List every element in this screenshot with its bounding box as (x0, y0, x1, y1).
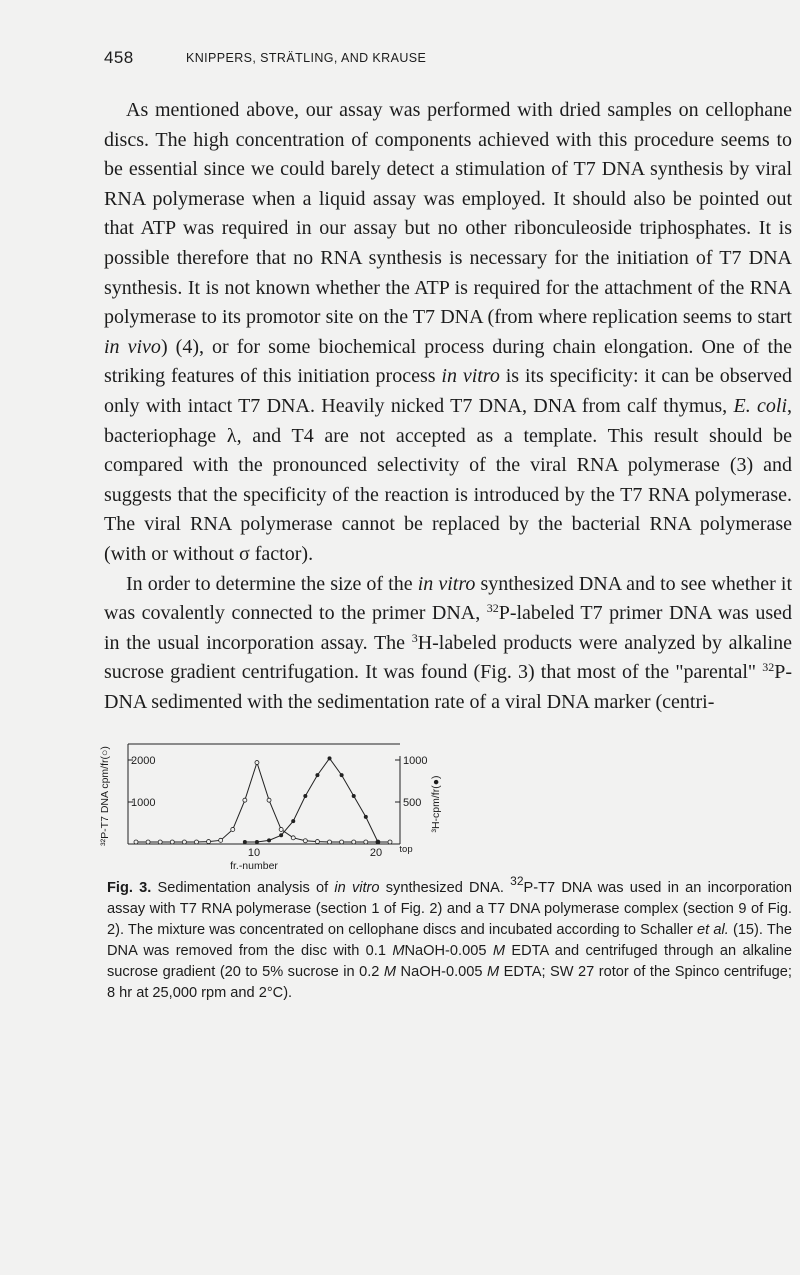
data-point (340, 773, 344, 777)
data-point (170, 840, 174, 844)
left-tick-label: 2000 (131, 755, 156, 767)
right-tick-label: 500 (403, 797, 422, 809)
data-point (219, 838, 223, 842)
data-point (340, 840, 344, 844)
text-run: is its specificity: it can be observed only with intact T7 DNA. Heavily nicked T7 DNA, DNA from calf thymus, (104, 365, 792, 417)
x-axis-label: fr.-number (230, 860, 278, 872)
italic-term: E. coli (733, 394, 787, 417)
data-point (315, 840, 319, 844)
figure-caption (107, 874, 793, 1004)
data-point (267, 798, 271, 802)
paragraph-1 (104, 96, 792, 570)
text-run: As mentioned above, our assay was performed with dried samples on cellophane discs. The high concentration of components achieved with this procedure seems to be essential since we could barely detect a stimulation of T7 DNA synthesis by viral RNA polymerase when a liquid assay was employed. It should also be pointed out that ATP was required in our assay but no other ribonculeoside triphosphates. It is possible therefore that no RNA synthesis is necessary for the initiation of T7 DNA synthesis. It is not known whether the ATP is required for the attachment of the RNA polymerase to its promotor site on the T7 DNA (from where replication seems to start (104, 99, 792, 329)
data-point (267, 838, 271, 842)
data-point (158, 840, 162, 844)
plot-area (134, 756, 392, 844)
text-run: In order to determine the size of the (126, 572, 418, 595)
italic-term: in vivo (104, 335, 161, 358)
data-point (364, 840, 368, 844)
text-run: ) (4), or for some biochemical process during chain elongation. One of the striking features of this initiation process (104, 335, 792, 388)
figure-3-chart (90, 738, 490, 873)
data-point (194, 840, 198, 844)
caption-run: Sedimentation analysis of (151, 880, 335, 896)
data-point (279, 833, 283, 837)
italic-term: M (492, 943, 505, 959)
superscript: 32 (510, 874, 524, 888)
caption-run: (15). The DNA was removed from the disc with 0.1 (107, 922, 793, 959)
data-point (146, 840, 150, 844)
data-point (291, 836, 295, 840)
text-run: P-DNA sedimented with the sedimentation rate of a viral DNA marker (centri- (104, 661, 792, 713)
data-point (182, 840, 186, 844)
caption-run: NaOH-0.005 (396, 964, 487, 980)
series-line-1 (245, 758, 378, 842)
data-point (243, 840, 247, 844)
data-point (352, 794, 356, 798)
data-point (291, 819, 295, 823)
left-tick-label: 1000 (131, 797, 156, 809)
top-label: top (399, 844, 413, 855)
data-point (315, 773, 319, 777)
x-tick-label: 20 (369, 847, 383, 859)
italic-term: et al. (697, 922, 729, 938)
caption-run: EDTA; SW 27 rotor of the Spinco centrifuge; 8 hr at 25,000 rpm and 2°C). (107, 964, 792, 1001)
x-tick-label: 10 (247, 847, 261, 859)
left-axis-label: ³²P-T7 DNA cpm/fr(○) (99, 746, 111, 846)
data-point (255, 761, 259, 765)
italic-term: M (383, 964, 397, 980)
series-line-0 (136, 763, 390, 842)
caption-run: EDTA and centrifuged through an alkaline sucrose gradient (20 to 5% sucrose in 0.2 (107, 943, 792, 980)
italic-term: in vitro (334, 880, 380, 896)
text-run: synthesized DNA and to see whether it was covalently connected to the primer DNA, (104, 572, 793, 625)
data-point (388, 840, 392, 844)
text-run: H-labeled products were analyzed by alkaline sucrose gradient centrifugation. It was found (Fig. 3) that most of the "parental" (104, 631, 792, 684)
running-header (104, 48, 784, 76)
data-point (352, 840, 356, 844)
data-point (207, 840, 211, 844)
right-tick-label: 1000 (403, 755, 428, 767)
superscript: 32 (762, 660, 775, 675)
data-point (303, 794, 307, 798)
caption-run: NaOH-0.005 (404, 943, 493, 959)
data-point (328, 840, 332, 844)
data-point (231, 827, 235, 831)
running-head: KNIPPERS, STRÄTLING, AND KRAUSE (186, 51, 427, 65)
data-point (279, 827, 283, 831)
italic-term: M (486, 964, 500, 980)
body-text (104, 96, 792, 717)
superscript: 3 (411, 630, 418, 645)
italic-term: M (392, 943, 405, 959)
right-axis-label: ³H-cpm/fr(●) (430, 775, 442, 833)
text-run: P-labeled T7 primer DNA was used in the usual incorporation assay. The (104, 602, 792, 654)
data-point (364, 815, 368, 819)
data-point (303, 839, 307, 843)
superscript: 32 (486, 601, 499, 616)
data-point (243, 798, 247, 802)
data-point (134, 840, 138, 844)
text-run: , bacteriophage λ, and T4 are not accepted as a template. This result should be compared with the pronounced selectivity of the viral RNA polymerase (3) and suggests that the specificity of the reaction is introduced by the T7 RNA polymerase. The viral RNA polymerase cannot be replaced by the bacterial RNA polymerase (with or without σ factor). (104, 394, 792, 565)
data-point (376, 840, 380, 844)
page-number: 458 (104, 48, 134, 67)
data-point (328, 756, 332, 760)
figure-label: Fig. 3. (107, 880, 152, 896)
data-point (255, 840, 259, 844)
italic-term: in vitro (441, 365, 500, 388)
paragraph-2 (104, 570, 792, 718)
italic-term: in vitro (417, 572, 476, 595)
caption-run: P-T7 DNA was used in an incorporation assay with T7 RNA polymerase (section 1 of Fig. 2) and a T7 DNA polymerase complex (section 9 of Fig. 2). The mixture was concentrated on cellophane discs and incubated according to Schaller (107, 880, 792, 938)
caption-run: synthesized DNA. (379, 880, 511, 896)
